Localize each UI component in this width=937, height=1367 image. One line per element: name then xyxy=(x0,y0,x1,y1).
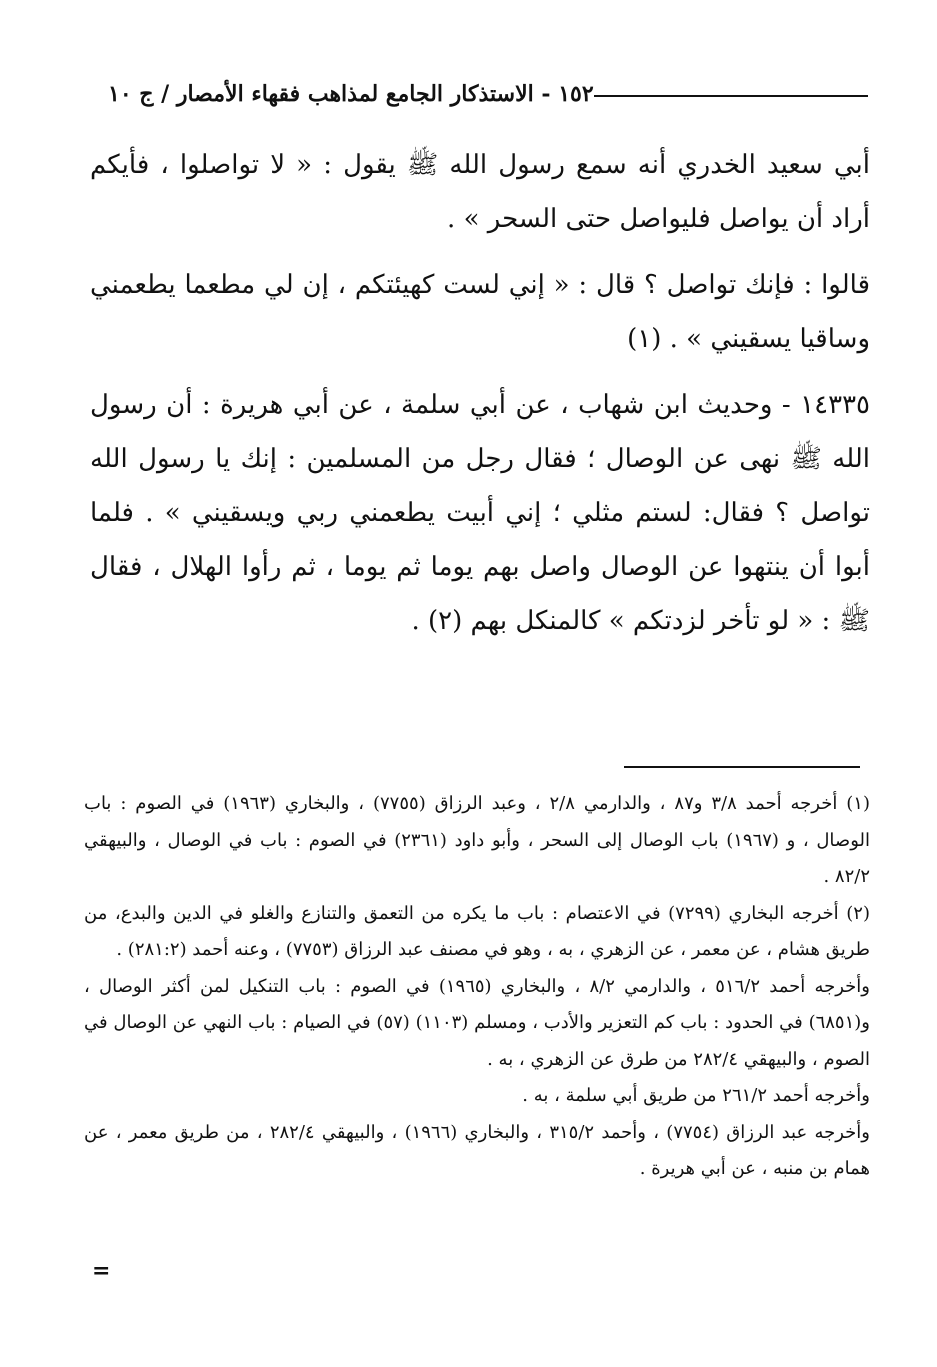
footnote-2: (٢) أخرجه البخاري (٧٢٩٩) في الاعتصام : باب ما يكره من التعمق والتنازع والغلو في الدين والبدع، من طريق هشام ، عن معمر ، عن الزهري ، به ، وهو في مصنف عبد الرزاق (٧٧٥٣) ، وعنه أحمد (٢٨١:٢) . xyxy=(84,902,870,960)
footnote-2-continued-b: وأخرجه أحمد ٢٦١/٢ من طريق أبي سلمة ، به . xyxy=(522,1085,870,1106)
main-text xyxy=(90,138,870,660)
running-title: ١٥٢ - الاستذكار الجامع لمذاهب فقهاء الأمصار / ج ١٠ xyxy=(108,81,594,107)
page-header xyxy=(100,74,868,114)
continuation-mark: = xyxy=(92,1258,111,1284)
paragraph-3: ١٤٣٣٥ - وحديث ابن شهاب ، عن أبي سلمة ، عن أبي هريرة : أن رسول الله ﷺ نهى عن الوصال ؛ فقال رجل من المسلمين : إنك يا رسول الله تواصل ؟ فقال: لستم مثلي ؛ إني أبيت يطعمني ربي ويسقيني » . فلما أبوا أن ينتهوا عن الوصال واصل بهم يوما ثم يوما ، ثم رأوا الهلال ، فقال ﷺ : « لو تأخر لزدتكم » كالمنكل بهم (٢) . xyxy=(90,390,870,636)
paragraph-1: أبي سعيد الخدري أنه سمع رسول الله ﷺ يقول : « لا تواصلوا ، فأيكم أراد أن يواصل فليواصل حتى السحر » . xyxy=(90,150,870,234)
paragraph-2: قالوا : فإنك تواصل ؟ قال : « إني لست كهيئتكم ، إن لي مطعما يطعمني وساقيا يسقيني » . (١) xyxy=(90,270,870,354)
footnotes xyxy=(84,786,870,1188)
footnote-separator xyxy=(624,766,860,768)
footnote-2-continued-c: وأخرجه عبد الرزاق (٧٧٥٤) ، وأحمد ٣١٥/٢ ، والبخاري (١٩٦٦) ، والبيهقي ٢٨٢/٤ ، من طريق معمر ، عن همام بن منبه ، عن أبي هريرة . xyxy=(84,1121,870,1179)
footnote-1: (١) أخرجه أحمد ٣/٨ و٨٧ ، والدارمي ٢/٨ ، وعبد الرزاق (٧٧٥٥) ، والبخاري (١٩٦٣) في الصوم : باب الوصال ، و (١٩٦٧) باب الوصال إلى السحر ، وأبو داود (٢٣٦١) في الصوم : باب في الوصال ، والبيهقي ٨٢/٢ . xyxy=(84,793,870,887)
header-rule xyxy=(594,95,868,97)
footnote-2-continued-a: وأخرجه أحمد ٥١٦/٢ ، والدارمي ٨/٢ ، والبخاري (١٩٦٥) في الصوم : باب التنكيل لمن أكثر الوصال ، و(٦٨٥١) في الحدود : باب كم التعزير والأدب ، ومسلم (١١٠٣) (٥٧) في الصيام : باب النهي عن الوصال في الصوم ، والبيهقي ٢٨٢/٤ من طرق عن الزهري ، به . xyxy=(84,975,870,1070)
